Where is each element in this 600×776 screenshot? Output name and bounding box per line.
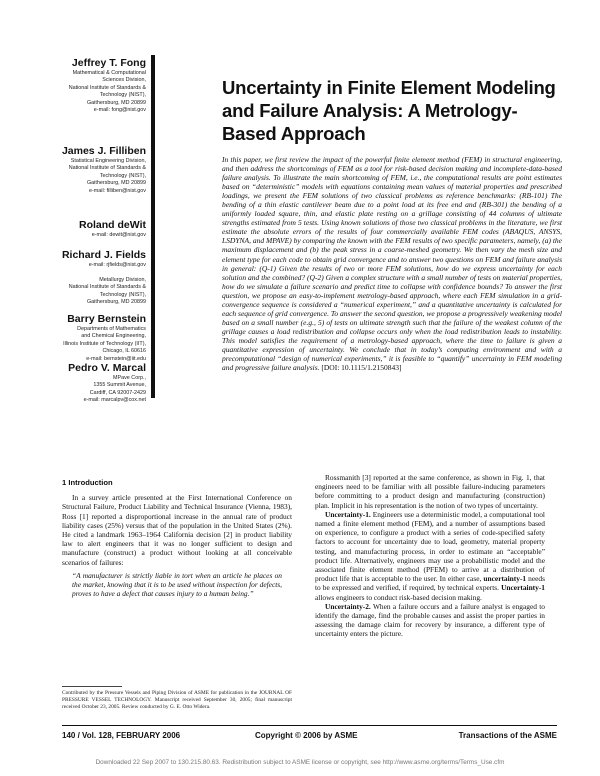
- author-name: Roland deWit: [79, 219, 146, 231]
- author-affiliation-line: Technology (NIST),: [99, 92, 146, 99]
- author-affiliation-line: Sciences Division,: [102, 77, 146, 84]
- paper-title: Uncertainty in Finite Element Modeling and Failure Analysis: A Metrology-Based Approach: [222, 77, 556, 144]
- author-block: [26, 219, 146, 239]
- author-affiliation-line: MPave Corp.,: [113, 375, 146, 381]
- author-affiliation-line: National Institute of Standards &: [68, 84, 146, 91]
- vertical-divider: [151, 55, 155, 398]
- footer-divider: [62, 725, 557, 726]
- author-email: e-mail: filliben@nist.gov: [88, 187, 146, 194]
- author-email: e-mail: dewit@nist.gov: [91, 232, 146, 238]
- author-email: e-mail: rjfields@nist.gov: [88, 262, 146, 268]
- author-name: James J. Filliben: [61, 145, 146, 157]
- paragraph-uncertainty-2: [315, 602, 545, 639]
- paragraph: Rossmanith [3] reported at the same conference, as shown in Fig. 1, that engineers need to be familiar with all possible failure-inducing parameters before committing to a product design and manufacturing (construction) plan. Implicit in his representation is the notion of two types of uncertainty.: [315, 473, 545, 510]
- author-block: [26, 313, 146, 363]
- author-affiliation-line: Departments of Mathematics: [77, 326, 146, 332]
- paragraph-text: allows engineers to conduct risk-based decision making.: [315, 592, 482, 602]
- author-name: Jeffrey T. Fong: [71, 57, 146, 69]
- bold-term: Uncertainty-1: [501, 583, 545, 593]
- author-affiliation-line: Mathematical & Computational: [72, 70, 146, 76]
- author-email: e-mail: bernstein@iit.edu: [86, 355, 146, 362]
- paragraph-text: needs to be expressed and verified, if required, by technical experts.: [315, 574, 546, 593]
- author-email: e-mail: fong@nist.gov: [93, 107, 146, 114]
- author-block: [26, 249, 146, 306]
- paragraph-text: When a failure occurs and a failure analyst is engaged to identify the damage, find the probable causes and assist the proper parties in assessing the damage claim for recovery by insurance, a different type of uncertainty enters the picture.: [315, 601, 545, 639]
- author-affiliation-line: 1355 Summit Avenue,: [93, 382, 146, 389]
- author-name: Barry Bernstein: [67, 313, 146, 325]
- paragraph-uncertainty-1: [315, 510, 545, 602]
- paragraph-text: Engineers use a deterministic model, a computational tool named a finite element method (FEM), and a number of assumptions based on experience, to configure a product with a series of code-specified safety factors to account for uncertainty due to load, geometry, material property testing, and manufacturing process, in order to estimate an “acceptable” product life. Alternatively, engineers may use a probabilistic model and the associated finite element method (PFEM) to arrive at a distribution of product life that is acceptable to the user. In either case,: [315, 509, 545, 584]
- author-affiliation-line: [26, 269, 146, 276]
- run-in-heading: Uncertainty-2.: [325, 601, 371, 611]
- page-info: 140 / Vol. 128, FEBRUARY 2006: [62, 731, 181, 740]
- copyright: Copyright © 2006 by ASME: [255, 731, 358, 740]
- author-email: e-mail: marcalpv@cox.net: [83, 397, 146, 404]
- section-heading: 1 Introduction: [62, 478, 113, 487]
- author-affiliation-line: Gaithersburg, MD 20899: [86, 299, 146, 306]
- download-notice: Downloaded 22 Sep 2007 to 130.215.80.63. Redistribution subject to ASME license or copyright, see http://www.asme.org/terms/Terms_Use.cfm: [95, 759, 505, 766]
- bold-term: uncertainty-1: [483, 574, 527, 584]
- run-in-heading: Uncertainty-1.: [325, 509, 371, 519]
- author-affiliation-line: Gaithersburg, MD 20899: [86, 99, 146, 106]
- author-affiliation-line: National Institute of Standards &: [68, 284, 146, 291]
- footnote-divider: [62, 686, 122, 687]
- author-affiliation-line: Statistical Engineering Division,: [70, 158, 146, 164]
- author-affiliation-line: National Institute of Standards &: [68, 165, 146, 172]
- abstract: [222, 155, 562, 372]
- abstract-text: In this paper, we first review the impact of the powerful finite element method (FEM) in structural engineering, and then address the shortcomings of FEM as a tool for risk-based decision making and incomplete-data-based failure analysis. To illustrate the main shortcoming of FEM, i.e., the computational results are point estimates based on “deterministic” models with equations containing mean values of material properties and prescribed loadings, we present the FEM solutions of two classical problems as reference benchmarks: (RB-101) The bending of a thin elastic cantilever beam due to a point load at its free end and (RB-301) the bending of a uniformly loaded square, thin, and elastic plate resting on a grillage consisting of 44 columns of ultimate strengths estimated from 5 tests. Using known solutions of those two classical problems in the literature, we first estimate the absolute errors of the results of four commercially available FEM codes (ABAQUS, ANSYS, LSDYNA, and MPAVE) by comparing the known with the FEM results of two specific parameters, namely, (a) the maximum displacement and (b) the peak stress in a coarse-meshed geometry. We then vary the mesh size and element type for each code to obtain grid convergence and to answer two questions on FEM and failure analysis in general: (Q-1) Given the results of two or more FEM solutions, how do we express uncertainty for each solution and the combined? (Q-2) Given a complex structure with a small number of tests on material properties, how do we simulate a failure scenario and predict time to collapse with confidence bounds? To answer the first question, we propose an easy-to-implement metrology-based approach, where each FEM simulation in a grid-convergence sequence is considered a “numerical experiment,” and a quantitative uncertainty is calculated for each sequence of grid convergence. To answer the second question, we propose a progressively weakening model based on a small number (e.g., 5) of tests on ultimate strength such that the failure of the weakest column of the grillage causes a load redistribution and collapse occurs only when the load redistribution leads to instability. This model satisfies the requirement of a metrology-based approach, where the time to failure is given a quantitative expression of uncertainty. We conclude that in today’s computing environment and with a precomputational “design of numerical experiments,” it is feasible to “quantify” uncertainty in FEM modeling and progressive failure analysis.: [222, 155, 563, 373]
- author-block: [26, 57, 146, 114]
- author-affiliation-line: and Chemical Engineering,: [81, 333, 146, 340]
- doi-reference[interactable]: [DOI: 10.1115/1.2150843]: [321, 363, 402, 373]
- body-column-right: [315, 473, 545, 639]
- author-affiliation-line: Cardiff, CA 92007-2429: [89, 389, 146, 396]
- body-column-left: [62, 478, 292, 598]
- author-block: [26, 362, 146, 405]
- author-block: [26, 145, 146, 195]
- author-affiliation-line: Technology (NIST),: [99, 172, 146, 179]
- author-affiliation-line: Gaithersburg, MD 20899: [86, 180, 146, 187]
- author-affiliation-line: Technology (NIST),: [99, 291, 146, 298]
- author-affiliation-line: Illinois Institute of Technology (IIT),: [63, 340, 146, 347]
- author-name: Pedro V. Marcal: [68, 362, 146, 374]
- author-name: Richard J. Fields: [61, 249, 146, 261]
- footnote: Contributed by the Pressure Vessels and Piping Division of ASME for publication in the JOURNAL OF PRESSURE VESSEL TECHNOLOGY. Manuscript received September 30, 2005; final manuscript received October 23, 2005. Review conducted by G. E. Otto Widera.: [62, 690, 292, 710]
- journal-name: Transactions of the ASME: [458, 731, 557, 740]
- block-quote: “A manufacturer is strictly liable in tort when an article he places on the market, knowing that it is to be used without inspection for defects, proves to have a defect that causes injury to a human being.”: [72, 570, 282, 599]
- paragraph: In a survey article presented at the First International Conference on Structural Failure, Product Liability and Technical Insurance (Vienna, 1983), Ross [1] reported a disproportional increase in the annual rate of product liability cases (25%) versus that of the population in the United States (2%). He cited a landmark 1963–1964 California decision [2] in product liability law to alert engineers that it was no longer sufficient to design and manufacture (construct) a product without looking at all conceivable scenarios of failures:: [62, 493, 292, 567]
- author-affiliation-line: Metallurgy Division,: [99, 276, 146, 283]
- author-affiliation-line: Chicago, IL 60616: [102, 348, 146, 355]
